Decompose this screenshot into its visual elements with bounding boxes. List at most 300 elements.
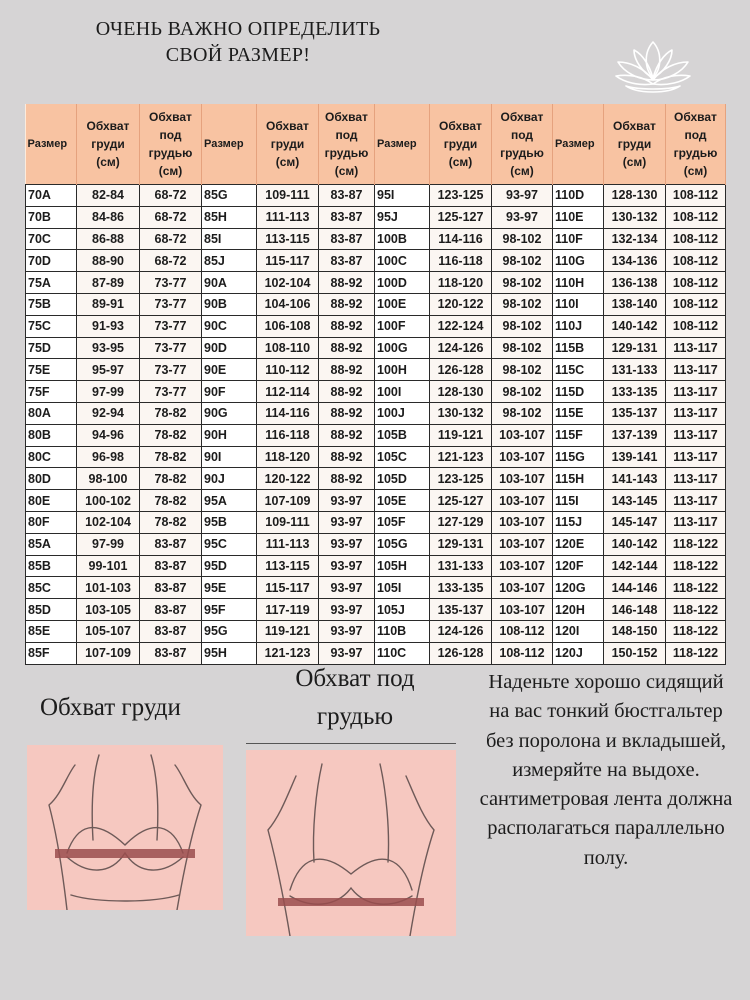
size-cell: 105D (375, 468, 430, 490)
table-row (26, 402, 726, 424)
underbust-cell: 113-117 (666, 337, 726, 359)
underbust-cell: 113-117 (666, 490, 726, 512)
table-row (26, 250, 726, 272)
header-size: Размер (375, 104, 430, 185)
table-row (26, 315, 726, 337)
bust-cell: 126-128 (430, 359, 492, 381)
bust-cell: 132-134 (604, 228, 666, 250)
bust-cell: 104-106 (257, 293, 319, 315)
underbust-measure-illustration (246, 750, 456, 936)
size-cell: 105E (375, 490, 430, 512)
underbust-cell: 83-87 (319, 206, 375, 228)
size-cell: 70C (26, 228, 77, 250)
underbust-cell: 88-92 (319, 402, 375, 424)
underbust-cell: 113-117 (666, 381, 726, 403)
underbust-cell: 93-97 (319, 620, 375, 642)
table-row (26, 424, 726, 446)
size-cell: 120F (553, 555, 604, 577)
table-row (26, 468, 726, 490)
underbust-cell: 98-102 (492, 250, 553, 272)
table-row (26, 446, 726, 468)
underbust-cell: 83-87 (140, 577, 202, 599)
size-cell: 90H (202, 424, 257, 446)
size-cell: 85B (26, 555, 77, 577)
bust-cell: 140-142 (604, 533, 666, 555)
bust-cell: 131-133 (604, 359, 666, 381)
bust-cell: 121-123 (430, 446, 492, 468)
underbust-cell: 118-122 (666, 620, 726, 642)
table-row (26, 555, 726, 577)
bust-cell: 119-121 (257, 620, 319, 642)
underbust-cell: 88-92 (319, 468, 375, 490)
underbust-cell: 78-82 (140, 468, 202, 490)
bust-cell: 146-148 (604, 599, 666, 621)
underbust-cell: 93-97 (319, 533, 375, 555)
underbust-cell: 73-77 (140, 381, 202, 403)
bust-cell: 114-116 (257, 402, 319, 424)
bust-cell: 100-102 (77, 490, 140, 512)
size-cell: 110H (553, 272, 604, 294)
underbust-cell: 93-97 (319, 577, 375, 599)
bust-cell: 130-132 (430, 402, 492, 424)
size-cell: 100G (375, 337, 430, 359)
underbust-cell: 113-117 (666, 511, 726, 533)
size-cell: 95C (202, 533, 257, 555)
underbust-cell: 98-102 (492, 272, 553, 294)
underbust-cell: 98-102 (492, 402, 553, 424)
underbust-cell: 88-92 (319, 293, 375, 315)
size-cell: 110C (375, 642, 430, 664)
bust-cell: 143-145 (604, 490, 666, 512)
header-size: Размер (202, 104, 257, 185)
underbust-cell: 113-117 (666, 402, 726, 424)
underbust-cell: 83-87 (319, 250, 375, 272)
bust-cell: 123-125 (430, 468, 492, 490)
size-cell: 70D (26, 250, 77, 272)
table-row (26, 490, 726, 512)
bust-cell: 126-128 (430, 642, 492, 664)
size-cell: 110B (375, 620, 430, 642)
underbust-cell: 83-87 (319, 185, 375, 207)
underbust-cell: 108-112 (492, 620, 553, 642)
underbust-cell: 93-97 (319, 490, 375, 512)
underbust-cell: 88-92 (319, 315, 375, 337)
size-cell: 90E (202, 359, 257, 381)
underbust-cell: 108-112 (492, 642, 553, 664)
header-bust: Обхват груди (см) (257, 104, 319, 185)
size-cell: 110E (553, 206, 604, 228)
bust-cell: 131-133 (430, 555, 492, 577)
underbust-cell: 88-92 (319, 424, 375, 446)
underbust-label: Обхват под грудью (295, 665, 415, 730)
bust-cell: 120-122 (257, 468, 319, 490)
size-cell: 115I (553, 490, 604, 512)
bust-cell: 150-152 (604, 642, 666, 664)
bust-cell: 109-111 (257, 511, 319, 533)
underbust-cell: 108-112 (666, 315, 726, 337)
table-row (26, 293, 726, 315)
bust-cell: 128-130 (430, 381, 492, 403)
bust-cell: 116-118 (257, 424, 319, 446)
size-cell: 95H (202, 642, 257, 664)
bust-cell: 140-142 (604, 315, 666, 337)
size-cell: 115D (553, 381, 604, 403)
underbust-cell: 108-112 (666, 185, 726, 207)
underbust-cell: 88-92 (319, 381, 375, 403)
underbust-cell: 98-102 (492, 293, 553, 315)
bust-cell: 136-138 (604, 272, 666, 294)
underbust-cell: 108-112 (666, 250, 726, 272)
size-cell: 85I (202, 228, 257, 250)
underbust-cell: 103-107 (492, 446, 553, 468)
header-underbust: Обхват под грудью (см) (140, 104, 202, 185)
bust-cell: 123-125 (430, 185, 492, 207)
underbust-cell: 118-122 (666, 533, 726, 555)
bust-cell: 148-150 (604, 620, 666, 642)
bust-cell: 102-104 (257, 272, 319, 294)
header-underbust: Обхват под грудью (см) (492, 104, 553, 185)
size-cell: 90A (202, 272, 257, 294)
underbust-cell: 113-117 (666, 468, 726, 490)
underbust-cell: 73-77 (140, 272, 202, 294)
size-cell: 85J (202, 250, 257, 272)
bust-cell: 141-143 (604, 468, 666, 490)
size-cell: 75D (26, 337, 77, 359)
size-cell: 90D (202, 337, 257, 359)
bust-label: Обхват груди (40, 694, 181, 721)
bust-cell: 111-113 (257, 533, 319, 555)
table-row (26, 359, 726, 381)
header-underbust: Обхват под грудью (см) (666, 104, 726, 185)
bust-cell: 121-123 (257, 642, 319, 664)
page-title: ОЧЕНЬ ВАЖНО ОПРЕДЕЛИТЬ СВОЙ РАЗМЕР! (95, 18, 381, 66)
bust-cell: 115-117 (257, 250, 319, 272)
underbust-cell: 98-102 (492, 381, 553, 403)
size-cell: 100C (375, 250, 430, 272)
underbust-cell: 83-87 (319, 228, 375, 250)
table-row (26, 185, 726, 207)
underbust-cell: 108-112 (666, 272, 726, 294)
underbust-cell: 93-97 (492, 185, 553, 207)
size-cell: 120I (553, 620, 604, 642)
bust-cell: 135-137 (430, 599, 492, 621)
bust-cell: 102-104 (77, 511, 140, 533)
underbust-cell: 83-87 (140, 642, 202, 664)
size-cell: 95E (202, 577, 257, 599)
bust-cell: 93-95 (77, 337, 140, 359)
size-cell: 95D (202, 555, 257, 577)
bust-cell: 82-84 (77, 185, 140, 207)
bust-cell: 87-89 (77, 272, 140, 294)
underbust-cell: 108-112 (666, 206, 726, 228)
bust-cell: 137-139 (604, 424, 666, 446)
bust-cell: 113-115 (257, 555, 319, 577)
underbust-cell: 78-82 (140, 490, 202, 512)
divider (246, 743, 456, 744)
size-cell: 100J (375, 402, 430, 424)
bust-cell: 134-136 (604, 250, 666, 272)
size-cell: 70A (26, 185, 77, 207)
bust-cell: 129-131 (430, 533, 492, 555)
underbust-cell: 88-92 (319, 337, 375, 359)
size-cell: 100F (375, 315, 430, 337)
underbust-cell: 88-92 (319, 446, 375, 468)
bust-cell: 130-132 (604, 206, 666, 228)
underbust-cell: 103-107 (492, 490, 553, 512)
size-cell: 95I (375, 185, 430, 207)
size-cell: 90J (202, 468, 257, 490)
bust-cell: 111-113 (257, 206, 319, 228)
size-cell: 105B (375, 424, 430, 446)
bust-cell: 133-135 (430, 577, 492, 599)
table-row (26, 228, 726, 250)
size-cell: 90G (202, 402, 257, 424)
underbust-cell: 78-82 (140, 511, 202, 533)
size-cell: 110F (553, 228, 604, 250)
underbust-cell: 88-92 (319, 359, 375, 381)
size-cell: 115C (553, 359, 604, 381)
underbust-cell: 103-107 (492, 424, 553, 446)
bust-cell: 112-114 (257, 381, 319, 403)
size-cell: 80C (26, 446, 77, 468)
bust-cell: 94-96 (77, 424, 140, 446)
table-row (26, 272, 726, 294)
size-cell: 100I (375, 381, 430, 403)
bust-cell: 108-110 (257, 337, 319, 359)
size-cell: 95J (375, 206, 430, 228)
size-cell: 105C (375, 446, 430, 468)
bust-cell: 133-135 (604, 381, 666, 403)
size-cell: 100H (375, 359, 430, 381)
bust-cell: 96-98 (77, 446, 140, 468)
size-cell: 90I (202, 446, 257, 468)
underbust-cell: 118-122 (666, 555, 726, 577)
underbust-cell: 113-117 (666, 359, 726, 381)
underbust-cell: 118-122 (666, 577, 726, 599)
size-cell: 75C (26, 315, 77, 337)
bust-cell: 84-86 (77, 206, 140, 228)
size-cell: 115B (553, 337, 604, 359)
bust-cell: 106-108 (257, 315, 319, 337)
size-cell: 75F (26, 381, 77, 403)
size-cell: 120G (553, 577, 604, 599)
size-cell: 115J (553, 511, 604, 533)
table-row (26, 620, 726, 642)
underbust-cell: 98-102 (492, 315, 553, 337)
bust-cell: 145-147 (604, 511, 666, 533)
size-cell: 95F (202, 599, 257, 621)
size-cell: 90C (202, 315, 257, 337)
size-cell: 85A (26, 533, 77, 555)
size-cell: 110G (553, 250, 604, 272)
size-cell: 105J (375, 599, 430, 621)
bust-cell: 97-99 (77, 381, 140, 403)
size-cell: 100D (375, 272, 430, 294)
underbust-cell: 83-87 (140, 620, 202, 642)
underbust-cell: 78-82 (140, 402, 202, 424)
underbust-cell: 78-82 (140, 424, 202, 446)
underbust-cell: 73-77 (140, 359, 202, 381)
underbust-cell: 93-97 (319, 555, 375, 577)
size-cell: 95G (202, 620, 257, 642)
header-size: Размер (26, 104, 77, 185)
size-cell: 100E (375, 293, 430, 315)
size-cell: 80E (26, 490, 77, 512)
bust-cell: 125-127 (430, 206, 492, 228)
underbust-cell: 93-97 (319, 599, 375, 621)
underbust-cell: 68-72 (140, 250, 202, 272)
underbust-cell: 73-77 (140, 337, 202, 359)
bust-cell: 122-124 (430, 315, 492, 337)
size-cell: 80D (26, 468, 77, 490)
table-row (26, 511, 726, 533)
underbust-cell: 68-72 (140, 228, 202, 250)
underbust-cell: 113-117 (666, 424, 726, 446)
size-cell: 105I (375, 577, 430, 599)
bust-cell: 135-137 (604, 402, 666, 424)
underbust-cell: 103-107 (492, 577, 553, 599)
bust-cell: 113-115 (257, 228, 319, 250)
bust-cell: 138-140 (604, 293, 666, 315)
size-cell: 90F (202, 381, 257, 403)
underbust-cell: 118-122 (666, 642, 726, 664)
size-cell: 95B (202, 511, 257, 533)
size-cell: 85H (202, 206, 257, 228)
underbust-cell: 108-112 (666, 293, 726, 315)
bust-cell: 89-91 (77, 293, 140, 315)
size-cell: 105G (375, 533, 430, 555)
bust-cell: 139-141 (604, 446, 666, 468)
header-bust: Обхват груди (см) (77, 104, 140, 185)
underbust-cell: 78-82 (140, 446, 202, 468)
bust-cell: 92-94 (77, 402, 140, 424)
size-cell: 85F (26, 642, 77, 664)
table-row (26, 381, 726, 403)
table-header-row (26, 104, 726, 185)
bust-cell: 124-126 (430, 337, 492, 359)
bust-cell: 129-131 (604, 337, 666, 359)
bust-cell: 86-88 (77, 228, 140, 250)
table-row (26, 533, 726, 555)
size-cell: 90B (202, 293, 257, 315)
underbust-cell: 68-72 (140, 185, 202, 207)
lotus-icon (612, 38, 694, 100)
underbust-cell: 88-92 (319, 272, 375, 294)
size-cell: 75E (26, 359, 77, 381)
size-cell: 85G (202, 185, 257, 207)
underbust-cell: 103-107 (492, 511, 553, 533)
size-cell: 70B (26, 206, 77, 228)
underbust-cell: 83-87 (140, 555, 202, 577)
underbust-cell: 73-77 (140, 315, 202, 337)
bust-cell: 116-118 (430, 250, 492, 272)
bust-cell: 99-101 (77, 555, 140, 577)
bust-cell: 118-120 (430, 272, 492, 294)
header-underbust: Обхват под грудью (см) (319, 104, 375, 185)
table-row (26, 337, 726, 359)
size-cell: 75B (26, 293, 77, 315)
bust-cell: 144-146 (604, 577, 666, 599)
table-row (26, 577, 726, 599)
underbust-cell: 83-87 (140, 599, 202, 621)
underbust-cell: 103-107 (492, 533, 553, 555)
bust-cell: 125-127 (430, 490, 492, 512)
size-cell: 120E (553, 533, 604, 555)
bust-cell: 110-112 (257, 359, 319, 381)
header-bust: Обхват груди (см) (430, 104, 492, 185)
table-row (26, 206, 726, 228)
size-cell: 120H (553, 599, 604, 621)
size-cell: 105F (375, 511, 430, 533)
bust-cell: 107-109 (77, 642, 140, 664)
size-table (25, 104, 725, 661)
header-bust: Обхват груди (см) (604, 104, 666, 185)
size-cell: 80F (26, 511, 77, 533)
underbust-cell: 73-77 (140, 293, 202, 315)
bust-cell: 107-109 (257, 490, 319, 512)
bust-cell: 119-121 (430, 424, 492, 446)
size-cell: 115F (553, 424, 604, 446)
underbust-cell: 93-97 (319, 511, 375, 533)
underbust-cell: 118-122 (666, 599, 726, 621)
bust-cell: 95-97 (77, 359, 140, 381)
bust-cell: 127-129 (430, 511, 492, 533)
bust-cell: 109-111 (257, 185, 319, 207)
measuring-instructions: Наденьте хорошо сидящий на вас тонкий бюстгальтер без поролона и вкладышей, измеряйте на выдохе. сантиметровая лента должна располагаться параллельно полу. (479, 671, 733, 869)
underbust-cell: 103-107 (492, 599, 553, 621)
bust-measure-illustration (27, 745, 223, 910)
underbust-cell: 103-107 (492, 468, 553, 490)
underbust-cell: 98-102 (492, 228, 553, 250)
size-cell: 95A (202, 490, 257, 512)
bust-cell: 101-103 (77, 577, 140, 599)
bust-cell: 105-107 (77, 620, 140, 642)
size-cell: 75A (26, 272, 77, 294)
bust-cell: 120-122 (430, 293, 492, 315)
size-cell: 115E (553, 402, 604, 424)
size-cell: 100B (375, 228, 430, 250)
bust-cell: 114-116 (430, 228, 492, 250)
bust-cell: 88-90 (77, 250, 140, 272)
size-cell: 80A (26, 402, 77, 424)
size-cell: 110D (553, 185, 604, 207)
size-cell: 80B (26, 424, 77, 446)
bust-cell: 118-120 (257, 446, 319, 468)
underbust-cell: 68-72 (140, 206, 202, 228)
size-cell: 115H (553, 468, 604, 490)
underbust-cell: 108-112 (666, 228, 726, 250)
bust-cell: 91-93 (77, 315, 140, 337)
size-cell: 115G (553, 446, 604, 468)
bust-cell: 103-105 (77, 599, 140, 621)
size-cell: 120J (553, 642, 604, 664)
underbust-cell: 93-97 (319, 642, 375, 664)
size-cell: 105H (375, 555, 430, 577)
size-cell: 110J (553, 315, 604, 337)
underbust-cell: 98-102 (492, 359, 553, 381)
bust-cell: 98-100 (77, 468, 140, 490)
bust-cell: 124-126 (430, 620, 492, 642)
bust-cell: 115-117 (257, 577, 319, 599)
size-cell: 85E (26, 620, 77, 642)
underbust-cell: 83-87 (140, 533, 202, 555)
table-row (26, 599, 726, 621)
underbust-cell: 113-117 (666, 446, 726, 468)
underbust-cell: 93-97 (492, 206, 553, 228)
size-cell: 85D (26, 599, 77, 621)
size-cell: 85C (26, 577, 77, 599)
bust-cell: 142-144 (604, 555, 666, 577)
